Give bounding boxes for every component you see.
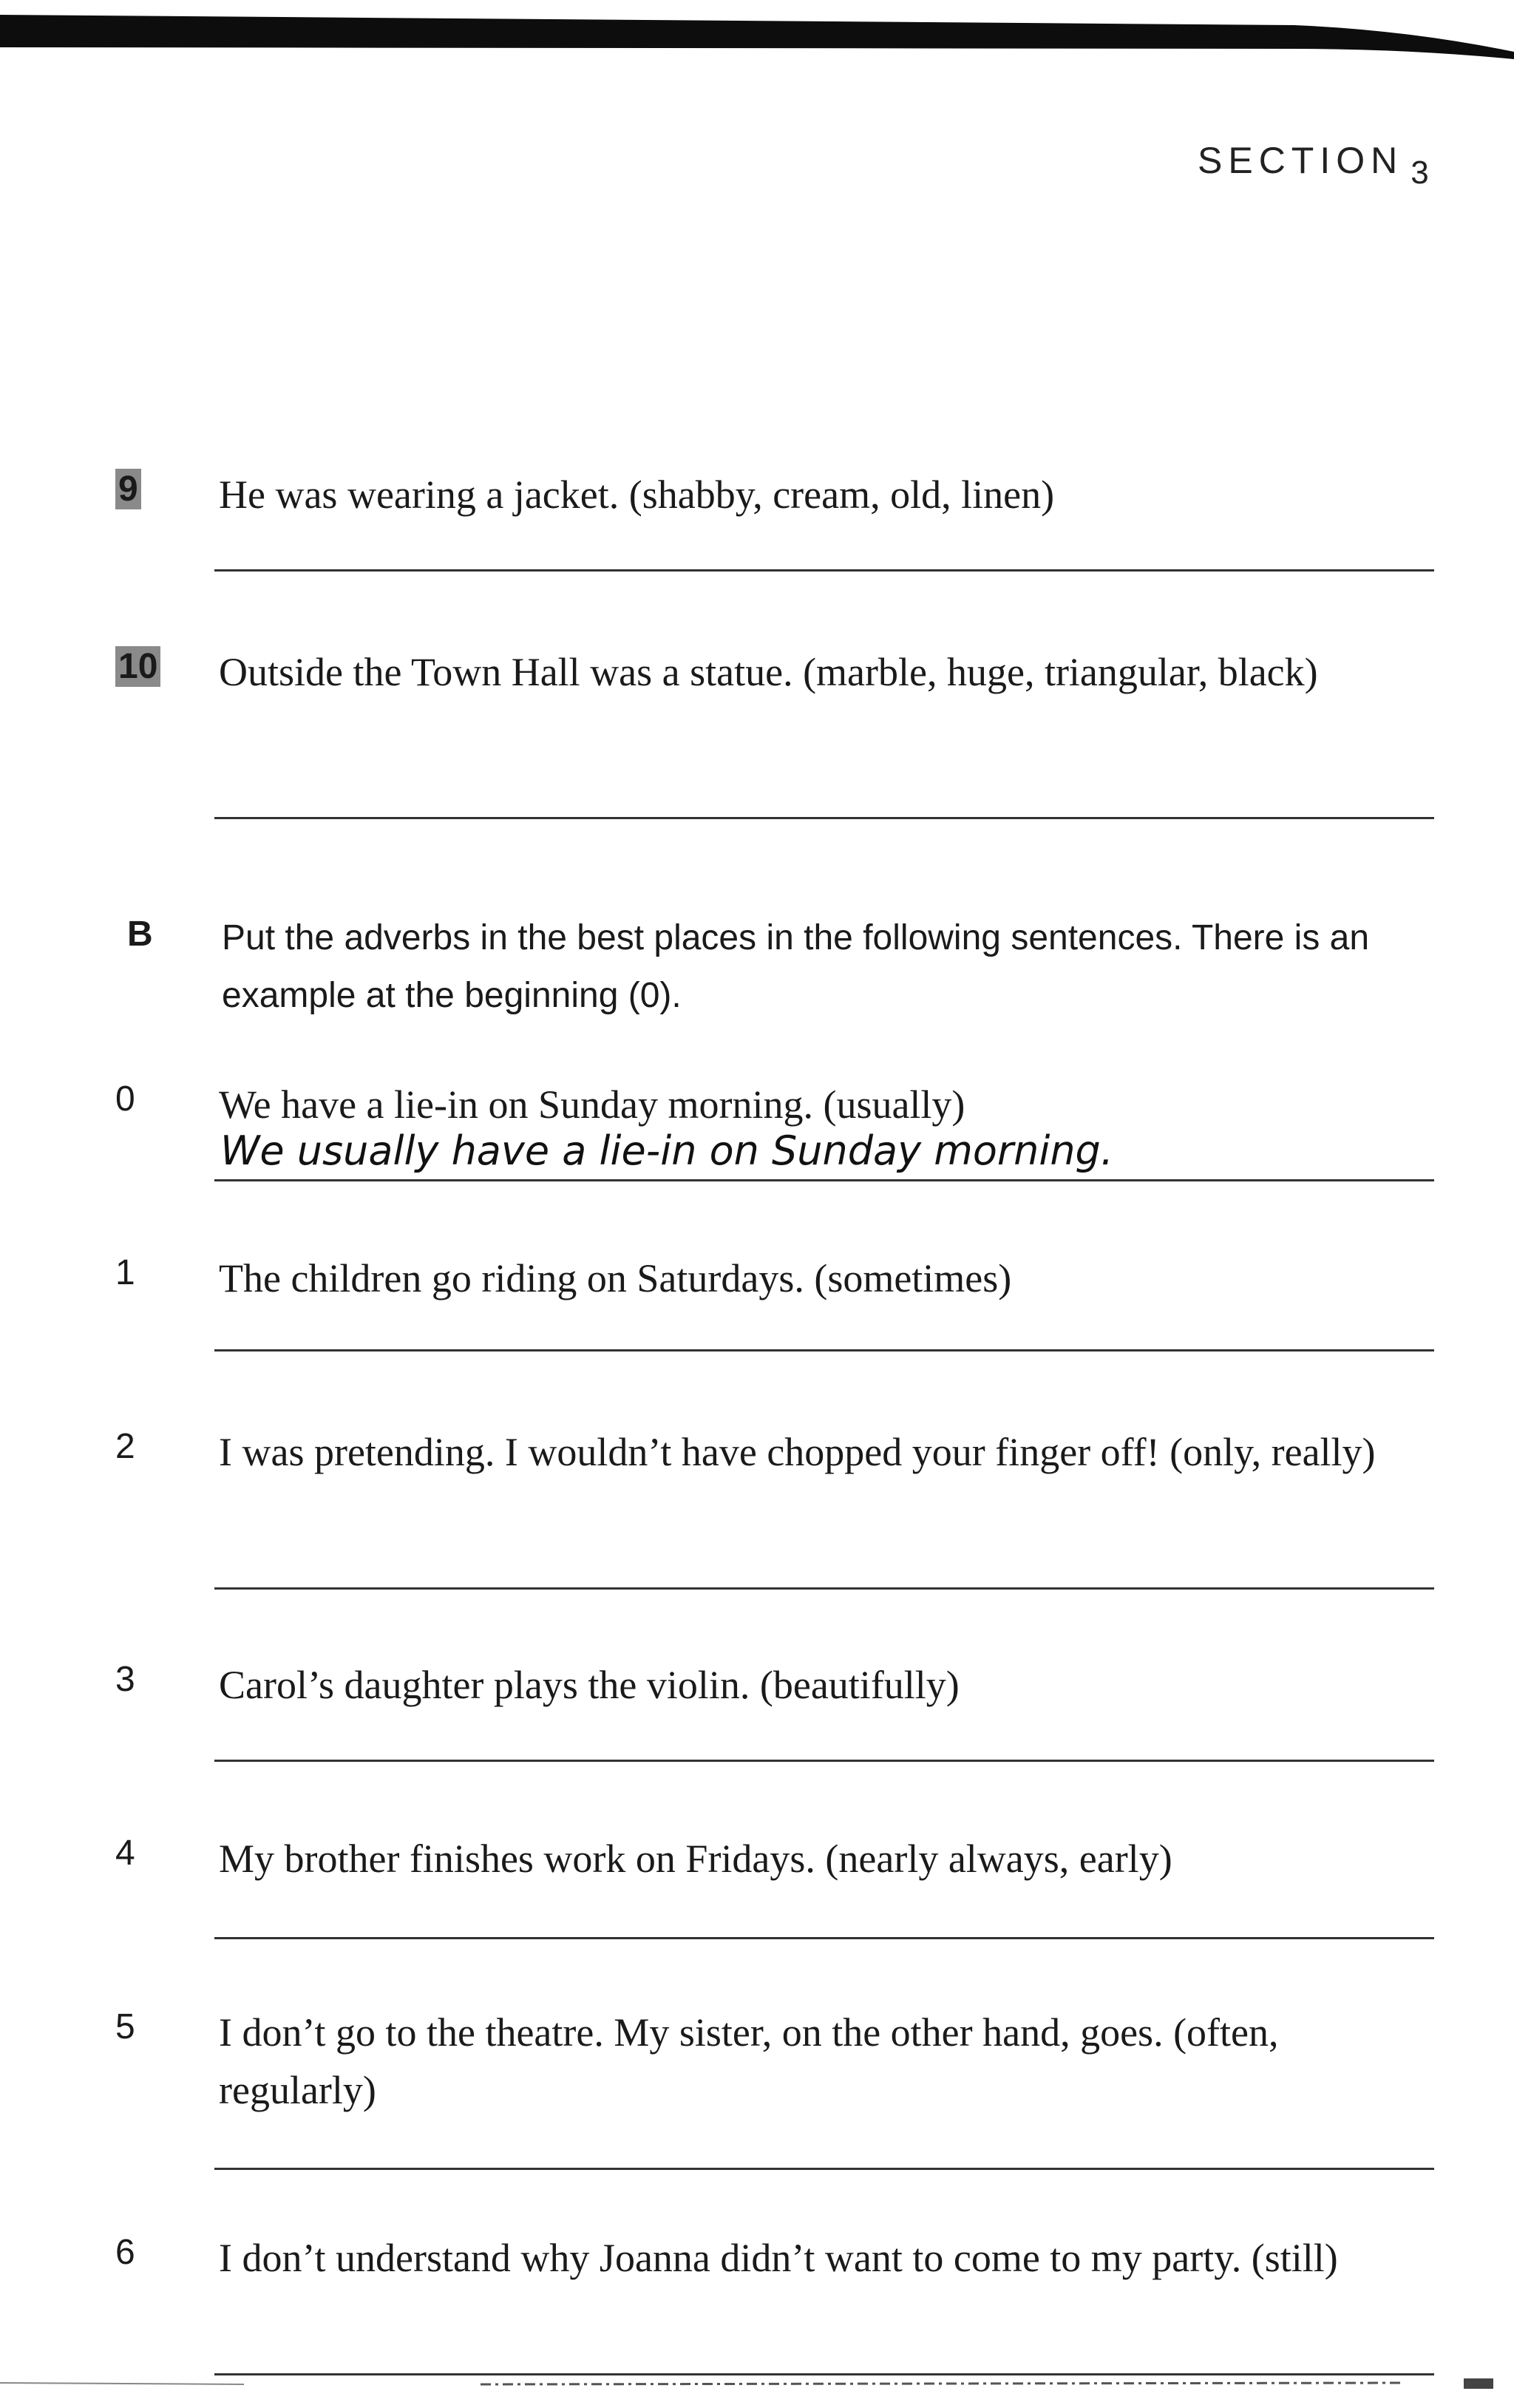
- item-number: 6: [115, 2233, 135, 2272]
- section-header: [1198, 139, 1429, 191]
- part-letter: B: [127, 915, 153, 954]
- item-number: 5: [115, 2007, 135, 2046]
- item-number: 0: [115, 1079, 135, 1119]
- item-sentence: Carol’s daughter plays the violin. (beautifully): [219, 1663, 960, 1707]
- answer-line[interactable]: [214, 1937, 1434, 1939]
- item-number: 3: [115, 1660, 135, 1699]
- page-top-edge-bar: [0, 15, 1514, 59]
- item-sentence: The children go riding on Saturdays. (sometimes): [219, 1256, 1012, 1300]
- section-number: 3: [1411, 155, 1429, 191]
- item-sentence: Outside the Town Hall was a statue. (marble, huge, triangular, black): [219, 650, 1318, 694]
- item-number: 4: [115, 1834, 135, 1873]
- item-number: 10: [115, 646, 160, 687]
- answer-line: [214, 1179, 1434, 1181]
- item-sentence: My brother finishes work on Fridays. (nearly always, early): [219, 1836, 1172, 1881]
- answer-line[interactable]: [214, 1760, 1434, 1762]
- item-sentence: I don’t understand why Joanna didn’t want to come to my party. (still): [219, 2236, 1338, 2280]
- item-sentence: I don’t go to the theatre. My sister, on the other hand, goes. (often, regularly): [219, 2010, 1279, 2112]
- answer-line[interactable]: [214, 569, 1434, 572]
- example-answer: We usually have a lie-in on Sunday morning.: [220, 1127, 1113, 1174]
- item-number: 2: [115, 1427, 135, 1466]
- item-number: 9: [115, 469, 141, 509]
- answer-line[interactable]: [214, 1349, 1434, 1351]
- instruction-text: Put the adverbs in the best places in the following sentences. There is an example at the beginning (0).: [222, 918, 1370, 1015]
- item-sentence: We have a lie-in on Sunday morning. (usually): [219, 1082, 965, 1127]
- item-sentence: I was pretending. I wouldn’t have chopped your finger off! (only, really): [219, 1430, 1376, 1474]
- item-sentence: He was wearing a jacket. (shabby, cream, old, linen): [219, 472, 1055, 517]
- answer-line[interactable]: [214, 2168, 1434, 2170]
- item-number: 1: [115, 1253, 135, 1292]
- answer-line[interactable]: [214, 2373, 1434, 2375]
- answer-line[interactable]: [214, 817, 1434, 819]
- scan-bottom-edge-noise: [0, 2377, 1514, 2392]
- answer-line[interactable]: [214, 1587, 1434, 1590]
- section-label: SECTION: [1198, 140, 1404, 181]
